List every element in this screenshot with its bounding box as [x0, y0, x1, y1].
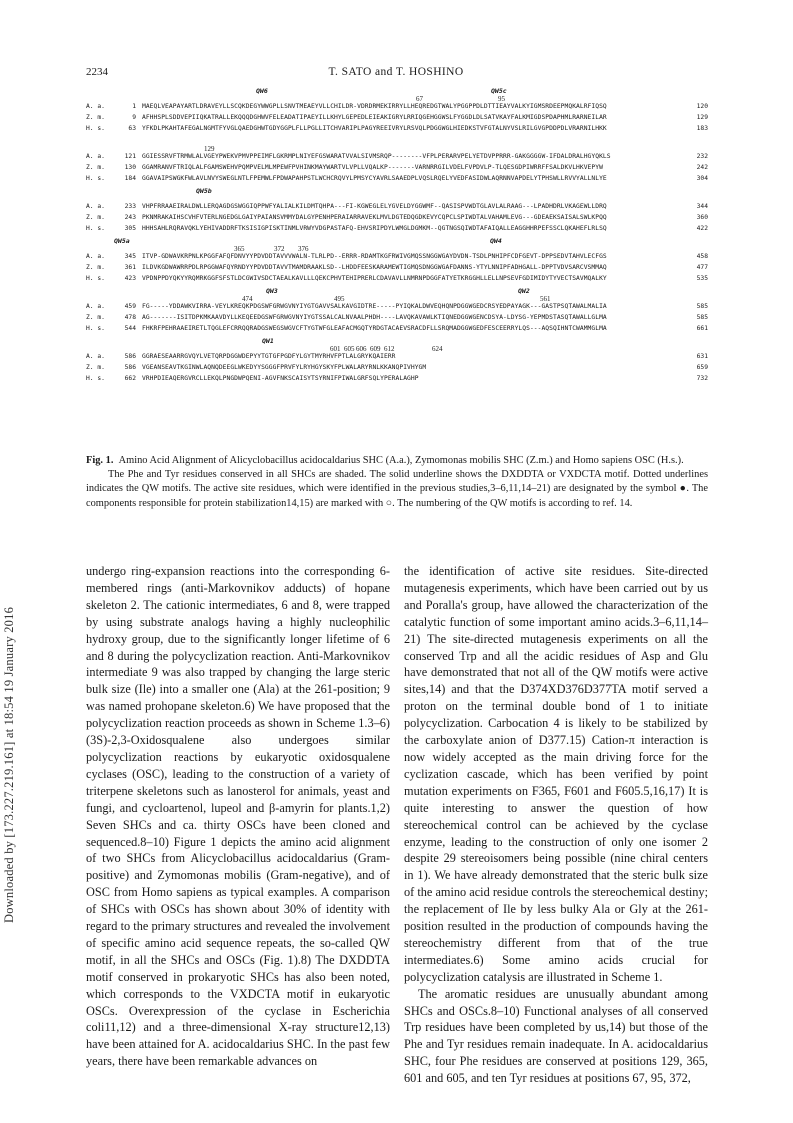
- start-position: 478: [124, 314, 136, 321]
- end-position: 732: [696, 375, 708, 382]
- body-paragraph: undergo ring-expansion reactions into the corresponding 6-membered rings (anti-Markovnikov adducts) of hopane skeleton 2. The cationic intermediates, 6 and 8, were trapped by using substrate analogs having a highly nucleophilic hydroxy group, due to the significantly longer lifetime of 6 and 8 during the polycyclization reaction. Anti-Markovnikov intermediate 9 was also trapped by changing the large steric bulk size (Ile) into a smaller one (Ala) at the 261-position; 9 was named prohopane skeleton.6) We have proposed that the polycyclization reaction proceeds as shown in Scheme 1.3–6) (3S)-2,3-Oxidosqualene also undergoes similar polycyclization reactions by eukaryotic oxidosqualene cyclases (OSC), leading to the construction of a variety of triterpene skeletons such as lanosterol for animals, yeast and fungi, and cycloartenol, lupeol and β-amyrin for plants.1,2) Seven SHCs and ca. thirty OSCs have been cloned and sequenced.8–10) Figure 1 depicts the amino acid alignment of two SHCs from Alicyclobacillus acidocaldarius (Gram-positive) and Zymomonas mobilis (Gram-negative), and of OSC from Homo sapiens as typical examples. A comparison of SHCs with OSCs has shown about 30% of identity with regard to the primary structures and revealed the involvement of specific amino acid sequence repeats, the so-called QW motif, in all the SHCs and OSCs (Fig. 1).8) The DXDDTA motif conserved in prokaryotic SHCs has also been noted, which corresponds to the VXDCTA motif in eukaryotic OSCs. Overexpression of the cyclase in Escherichia coli11,12) and a three-dimensional X-ray structure12,13) have been attained for A. acidocaldarius SHC. In the past few years, there have been remarkable advances on: [86, 564, 390, 1069]
- start-position: 345: [124, 253, 136, 260]
- motif-row: [86, 186, 708, 197]
- alignment-block: [86, 336, 708, 386]
- text-column-right: [404, 563, 708, 1087]
- running-authors: T. SATO and T. HOSHINO: [328, 66, 464, 78]
- organism-label: H. s.: [86, 275, 105, 282]
- motif-label: QW5c: [491, 87, 507, 95]
- residue-number: 612: [384, 345, 395, 353]
- organism-label: Z. m.: [86, 264, 105, 271]
- sequence: VPDNPPDYQKYYRQMRKGGFSFSTLDCGWIVSDCTAEALKAVLLLQEKCPHVTEHIPRERLCDAVAVLLNMRNPDGGFATYETKRGGHLLELLNPSEVFGDIMIDYTYVECTSAVMQALKY: [142, 275, 607, 282]
- end-position: 585: [696, 314, 708, 321]
- alignment-block: [86, 236, 708, 286]
- sequence-row: [86, 112, 708, 123]
- motif-label: QW2: [518, 287, 530, 295]
- organism-label: H. s.: [86, 125, 105, 132]
- sequence: MAEQLVEAPAYARTLDRAVEYLLSCQKDEGYWWGPLLSNVTMEAEYVLLCHILDR-VDRDRMEKIRRYLLHEQREDGTWALYPGGPPDLDTTIEAYVALKYIGMSRDEEPMQKALRFIQSQ: [142, 103, 607, 110]
- sequence-row: [86, 323, 708, 334]
- start-position: 586: [124, 353, 136, 360]
- caption-title: Amino Acid Alignment of Alicyclobacillus acidocaldarius SHC (A.a.), Zymomonas mobilis SHC (Z.m.) and Homo sapiens OSC (H.s.).: [118, 455, 684, 466]
- start-position: 243: [124, 214, 136, 221]
- organism-label: Z. m.: [86, 314, 105, 321]
- body-paragraph: the identification of active site residues. Site-directed mutagenesis experiments, which have been carried out by us and Poralla's group, have allowed the characterization of the catalytic function of some important amino acids.3–6,11,14–21) The site-directed mutagenesis experiments on all the conserved Trp and all the acidic residues of Asp and Glu have demonstrated that not all of the QW motifs were active sites,14) and that the D374XD376D377TA motif served a proton on the terminal double bond of 1 to initiate polycyclization. Carbocation 4 is likely to be stabilized by the carboxylate anion of D377.15) Cation-π interaction is now widely accepted as the main driving force for the cyclization cascade, which has been verified by point mutation experiments on F365, F601 and F605.5,16,17) It is quite interesting to answer the question of how stereochemical control can be achieved by the cyclase enzyme, leading to the construction of only one isomer 2 despite 29 stereoisomers being possible (nine chiral centers in 1). We have already demonstrated that the steric bulk size of the amino acid residue controls the stereochemical destiny; the replacement of Ile by less bulky Ala or Gly at the 261-position resulted in the production of compounds having the stereochemistry different from that of the true intermediates.6) Some amino acids crucial for polycyclization catalysis are illustrated in Scheme 1.: [404, 564, 708, 984]
- residue-number: 372: [274, 245, 285, 253]
- end-position: 344: [696, 203, 708, 210]
- end-position: 458: [696, 253, 708, 260]
- sequence-row: [86, 173, 708, 184]
- end-position: 232: [696, 153, 708, 160]
- sequence: VHPFRRAAEIRALDWLLERQAGDGSWGGIQPPWFYALIALKILDMTQHPA---FI-KGWEGLELYGVELDYGGWMF--QASISPVWDTGLAVLALRAAG---LPADHDRLVKAGEWLLDRQ: [142, 203, 607, 210]
- caption-body: The Phe and Tyr residues conserved in all SHCs are shaded. The solid underline shows the DXDDTA or VXDCTA motif. Dotted underlines indicates the QW motifs. The active site residues, which were identified in the previous studies,3–6,11,14–21) are designated by the symbol ●. The components responsible for protein stabilization14,15) are marked with ○. The numbering of the QW motifs is according to ref. 14.: [86, 469, 708, 509]
- sequence-row: [86, 273, 708, 284]
- start-position: 63: [128, 125, 136, 132]
- residue-number: 601: [330, 345, 341, 353]
- sequence: GGAVAIPSWGKFWLAVLNVYSWEGLNTLFPEMWLFPDWAPAHPSTLWCHCRQVYLPMSYCYAVRLSAAEDPLVQSLRQELYVEDFASIDWLAQRNNVAPDELYTPHSWLLRVVYALLNLYE: [142, 175, 607, 182]
- start-position: 121: [124, 153, 136, 160]
- download-stamp: Downloaded by [173.227.219.161] at 18:54 19 January 2016: [2, 606, 16, 923]
- alignment-block: [86, 136, 708, 186]
- start-position: 130: [124, 164, 136, 171]
- start-position: 662: [124, 375, 136, 382]
- sequence: FHKRFPEHRAAEIRETLTQGLEFCRRQQRADGSWEGSWGVCFTYGTWFGLEAFACMGQTYRDGTACAEVSRACDFLLSRQMADGGWGEDFESCEERRYLQS---AQSQIHNTCWAMMGLMA: [142, 325, 607, 332]
- page-header: [86, 66, 706, 82]
- start-position: 184: [124, 175, 136, 182]
- sequence-row: [86, 312, 708, 323]
- residue-number: 365: [234, 245, 245, 253]
- organism-label: Z. m.: [86, 214, 105, 221]
- sequence-row: [86, 223, 708, 234]
- body-paragraph: The aromatic residues are unusually abundant among SHCs and OSCs.8–10) Functional analyses of all conserved Trp residues have been completed by us,14) but those of the Phe and Tyr residues remain inadequate. In A. acidocaldarius SHC, four Phe residues are conserved at positions 129, 365, 601 and 605, and ten Tyr residues at positions 67, 95, 372,: [404, 986, 708, 1086]
- end-position: 661: [696, 325, 708, 332]
- organism-label: A. a.: [86, 303, 105, 310]
- end-position: 304: [696, 175, 708, 182]
- end-position: 422: [696, 225, 708, 232]
- sequence-row: [86, 301, 708, 312]
- motif-label: QW4: [490, 237, 502, 245]
- start-position: 1: [132, 103, 136, 110]
- sequence-row: [86, 373, 708, 384]
- sequence-row: [86, 151, 708, 162]
- organism-label: H. s.: [86, 225, 105, 232]
- sequence-row: [86, 101, 708, 112]
- end-position: 242: [696, 164, 708, 171]
- sequence: VGEANSEAVTKGINWLAQNQDEEGLWKEDYYSGGGFPRVFYLRYHGYSKYFPLWALARYRNLKKANQPIVHYGM: [142, 364, 427, 371]
- sequence: GGRAESEAARRGVQYLVETQRPDGGWDEPYYTGTGFPGDFYLGYTMYRHVFPTLALGRYKQAIERR: [142, 353, 396, 360]
- alignment-block: [86, 86, 708, 136]
- organism-label: H. s.: [86, 375, 105, 382]
- motif-label: QW5b: [196, 187, 212, 195]
- residue-number: 95: [498, 95, 505, 103]
- residue-number: 474: [242, 295, 253, 303]
- start-position: 459: [124, 303, 136, 310]
- end-position: 129: [696, 114, 708, 121]
- end-position: 360: [696, 214, 708, 221]
- alignment-block: [86, 186, 708, 236]
- start-position: 544: [124, 325, 136, 332]
- sequence: VRHPDIEAQERGVRCLLEKQLPNGDWPQENI-AGVFNKSCAISYTSYRNIFPIWALGRFSQLYPERALAGHP: [142, 375, 419, 382]
- sequence-row: [86, 362, 708, 373]
- residue-number: 606: [356, 345, 367, 353]
- sequence: PKNMRAKAIHSCVHFVTERLNGEDGLGAIYPAIANSVMMYDALGYPENHPERAIARRAVEKLMVLDGTEDQGDKEVYCQPCLSPIWDTALVAHAMLEVG---GDEAEKSAISALSWLKPQQ: [142, 214, 607, 221]
- organism-label: H. s.: [86, 175, 105, 182]
- sequence: GGIESSRVFTRMWLALVGEYPWEKVPMVPPEIMFLGKRMPLNIYEFGSWARATVVALSIVMSRQP--------VFPLPERARVPELYETDVPPRRR-GAKGGGGW-IFDALDRALHGYQKLS: [142, 153, 611, 160]
- residue-number: 67: [416, 95, 423, 103]
- organism-label: Z. m.: [86, 114, 105, 121]
- residue-number: 376: [298, 245, 309, 253]
- sequence-row: [86, 262, 708, 273]
- end-position: 120: [696, 103, 708, 110]
- figure-caption: [86, 454, 708, 511]
- sequence-alignment-figure: [86, 86, 708, 442]
- end-position: 183: [696, 125, 708, 132]
- sequence: FG-----YDDAWKVIRRA-VEYLKREQKPDGSWFGRWGVNYIYGTGAVVSALKAVGIDTRE-----PYIQKALDWVEQHQNPDGGWGEDCRSYEDPAYAGK---GASTPSQTAWALMALIA: [142, 303, 607, 310]
- sequence: AG-------ISITDPKMKAAVDYLLKEQEEDGSWFGRWGVNYIYGTSSALCALNVAALPHDH----LAVQKAVAWLKTIQNEDGGWGENCDSYA-LDYSG-YEPMDSTASQTAWALLGLMA: [142, 314, 607, 321]
- organism-label: A. a.: [86, 353, 105, 360]
- caption-label: Fig. 1.: [86, 455, 114, 466]
- organism-label: H. s.: [86, 325, 105, 332]
- sequence: ITVP-GDWAVKRPNLKPGGFAFQFDNVYYPDVDDTAVVVWALN-TLRLPD--ERRR-RDAMTKGFRWIVGMQSSNGGWGAYDVDN-TSDLPNHIPFCDFGEVT-DPPSEDVTAHVLECFGS: [142, 253, 607, 260]
- sequence: HHHSAHLRQRAVQKLYEHIVADDRFTKSISIGPISKTINMLVRWYVDGPASTAFQ-EHVSRIPDYLWMGLDGMKM--QGTNGSQIWDTAFAIQALLEAGGHHRPEFSSCLQKAHEFLRLSQ: [142, 225, 607, 232]
- sequence-row: [86, 212, 708, 223]
- end-position: 659: [696, 364, 708, 371]
- sequence: ILDVKGDWAWRRPDLRPGGWAFQYRNDYYPDVDDTAVVTMAMDRAAKLSD--LHDDFEESKARAMEWTIGMQSDNGGWGAFDANNS-YTYLNNIPFADHGALL-DPPTVDVSARCVSMMAQ: [142, 264, 607, 271]
- end-position: 585: [696, 303, 708, 310]
- residue-number: 605: [344, 345, 355, 353]
- sequence-row: [86, 201, 708, 212]
- text-column-left: [86, 563, 390, 1070]
- organism-label: A. a.: [86, 203, 105, 210]
- sequence: YFKDLPKAHTAFEGALNGMTFYVGLQAEDGHWTGDYGGPLFLLPGLLITCHVARIPLPAGYREEIVRYLRSVQLPDGGWGLHIEDKSTVFGTALNYVSLRILGVGPDDPDLVRARNILHKK: [142, 125, 607, 132]
- residue-number: 609: [370, 345, 381, 353]
- residue-number: 561: [540, 295, 551, 303]
- motif-label: QW5a: [114, 237, 130, 245]
- organism-label: A. a.: [86, 103, 105, 110]
- end-position: 631: [696, 353, 708, 360]
- end-position: 477: [696, 264, 708, 271]
- sequence: AFHHSPLSDDVEPIIQKATRALLEKQQQDGHWVFELEADATIPAEYILLKHYLGEPEDLEIEAKIGRYLRRIQGEHGGWSLFYGGDLDLSATVKAYFALKMIGDSPDAPHMLRARNEILAR: [142, 114, 607, 121]
- start-position: 305: [124, 225, 136, 232]
- sequence: GGAMRANVFTRIQLALFGAMSWEHVPQMPVELMLMPEWFPVHINKMAYWARTVLVPLLVQALKP-------VARNRRGILVDELFVPDVLP-TLQESGDPIWRRFFSALDKVLHKVEPYW: [142, 164, 603, 171]
- sequence-row: [86, 162, 708, 173]
- start-position: 586: [124, 364, 136, 371]
- residue-number: 624: [432, 345, 443, 353]
- organism-label: Z. m.: [86, 164, 105, 171]
- motif-label: QW1: [262, 337, 274, 345]
- start-position: 423: [124, 275, 136, 282]
- start-position: 361: [124, 264, 136, 271]
- end-position: 535: [696, 275, 708, 282]
- motif-label: QW3: [266, 287, 278, 295]
- start-position: 9: [132, 114, 136, 121]
- alignment-block: [86, 286, 708, 336]
- page-number: 2234: [86, 66, 108, 78]
- sequence-row: [86, 251, 708, 262]
- motif-label: QW6: [256, 87, 268, 95]
- organism-label: Z. m.: [86, 364, 105, 371]
- organism-label: A. a.: [86, 253, 105, 260]
- organism-label: A. a.: [86, 153, 105, 160]
- residue-number: 495: [334, 295, 345, 303]
- sequence-row: [86, 351, 708, 362]
- residue-number: 129: [204, 145, 215, 153]
- sequence-row: [86, 123, 708, 134]
- start-position: 233: [124, 203, 136, 210]
